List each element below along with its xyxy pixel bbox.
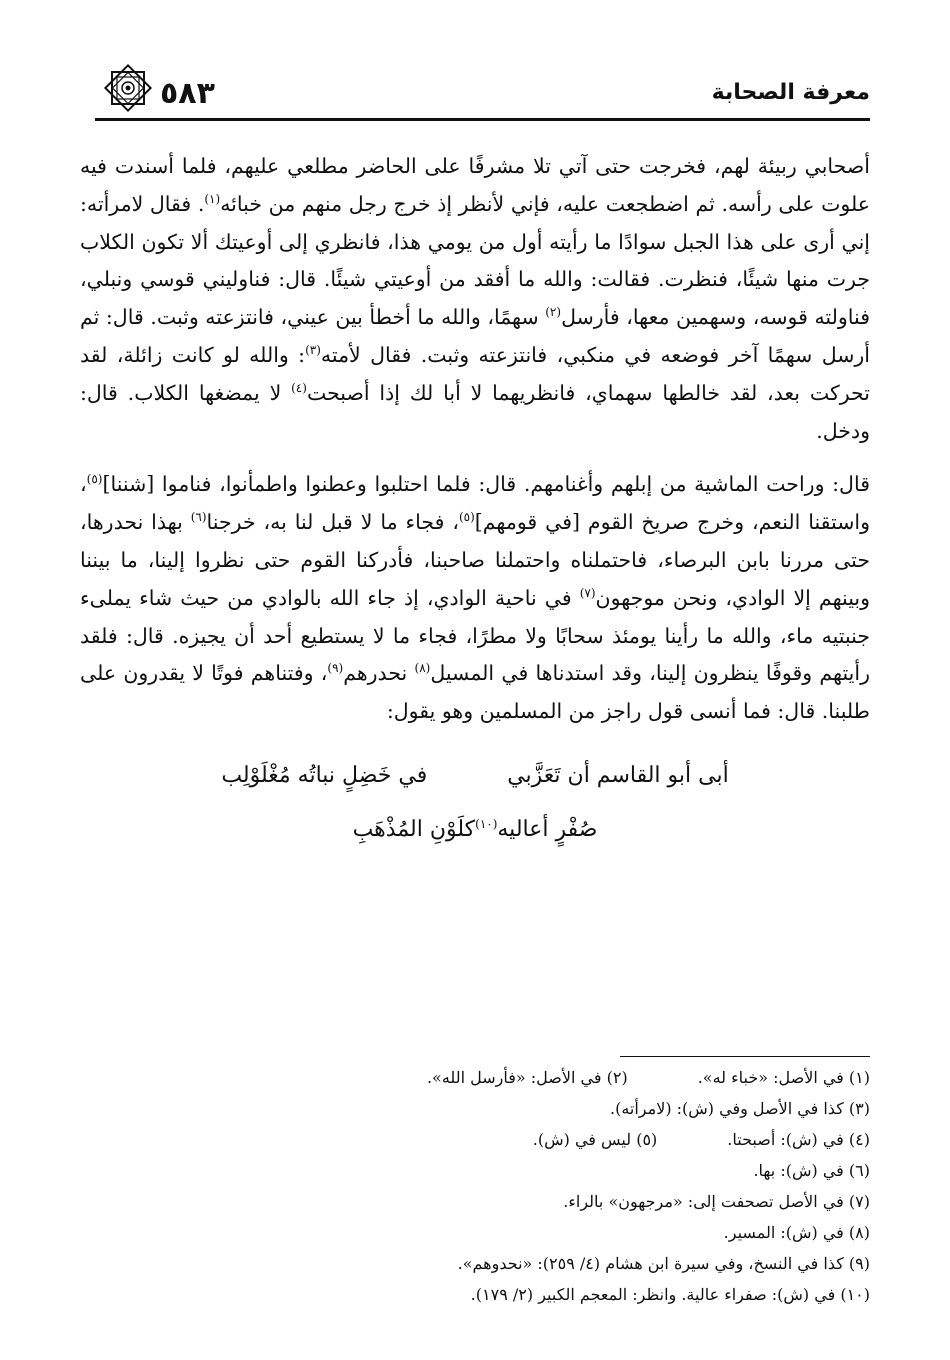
hemistich: كلَوْنِ المُذْهَبِ — [352, 816, 476, 842]
footnote-line — [80, 1186, 870, 1217]
footnote-marker: (٢) — [545, 305, 562, 320]
paragraph — [80, 148, 870, 450]
footnote: (١٠) في (ش): صفراء عالية. وانظر: المعجم الكبير (٢/ ١٧٩). — [470, 1285, 870, 1304]
header-divider — [95, 118, 870, 121]
hemistich: في خَضِلٍ نباتُه مُغْلَوْلِب — [221, 762, 428, 788]
footnote-marker: (٧) — [579, 585, 596, 600]
footnote-divider — [620, 1056, 870, 1057]
footnote-line — [80, 1248, 870, 1279]
text-run: نحدرهم — [343, 661, 415, 686]
footnote-marker: (٣) — [305, 342, 321, 357]
text-run: بهذا نحدرها، حتى مررنا بابن البرصاء، فاحتملناه واحتملنا صاحبنا، فأدركنا القوم حتى نظروا إلينا، ما بيننا وبينهم إلا الوادي، ونحن موجهون — [80, 510, 870, 610]
footnote-line — [80, 1217, 870, 1248]
text-run: ، فجاء ما لا قبل لنا به، خرجنا — [206, 510, 459, 535]
footnote-line — [80, 1093, 870, 1124]
footnote: (٢) في الأصل: «فأرسل الله». — [426, 1068, 628, 1087]
book-title: معرفة الصحابة — [711, 80, 870, 105]
octagonal-star-ornament-icon — [100, 60, 156, 116]
footnote-line — [80, 1124, 870, 1155]
footnote-marker: (١٠) — [475, 816, 498, 831]
text-run: أصحابي ربيئة لهم، فخرجت حتى آتي تلا مشرفًا على الحاضر مطلعي عليهم، فلما أسندت فيه علوت على رأسه. ثم اضطجعت عليه، فإني لأنظر إذ خرج رجل منهم من خبائه — [80, 154, 870, 216]
hemistich: أبى أبو القاسم أن تَعَزَّبي — [507, 762, 729, 788]
main-text — [80, 148, 870, 857]
footnote-marker: (٥) — [458, 510, 475, 525]
text-run: في ناحية الوادي، إذ جاء الله بالوادي من حيث شاء يملىء جنبتيه ماء، والله ما رأينا يومئذ سحابًا ولا مطرًا، فجاء ما لا يستطيع أحد أن يجيزه. قال: فلقد رأيتهم وقوفًا ينظرون إلينا، وقد استدناها في المسيل — [80, 585, 870, 686]
page-header — [100, 76, 870, 116]
footnote-line — [80, 1155, 870, 1186]
footnote: (٩) كذا في النسخ، وفي سيرة ابن هشام (٤/ ٢٥٩): «نحدوهم». — [457, 1254, 870, 1273]
paragraph — [80, 466, 870, 731]
text-run: لا يمضغها الكلاب. قال: ودخل. — [80, 380, 870, 443]
footnotes — [80, 1062, 870, 1310]
text-run: ، وفتناهم فوتًا لا يقدرون على طلبنا. قال: فما أنسى قول راجز من المسلمين وهو يقول: — [80, 661, 870, 724]
footnote-line — [80, 1062, 870, 1093]
footnote: (١) في الأصل: «خباء له». — [697, 1068, 870, 1087]
footnote-marker: (٥) — [86, 472, 103, 487]
hemistich: صُفْرٍ أعاليه — [497, 816, 598, 842]
footnote-marker: (١) — [204, 191, 221, 206]
text-run: . فقال لامرأته: إني أرى على هذا الجبل سوادًا ما رأيته أول من يومي هذا، فانظري إلى أوعيتك ألا تكون الكلاب جرت منها شيئًا، فنظرت. فقالت: والله ما أفقد من أوعيتي شيئًا. قال: فناوليني قوسي ونبلي، فناولته قوسه، وسهمين معها، فأرسل — [80, 191, 870, 330]
footnote-marker: (٩) — [327, 661, 344, 676]
footnote-marker: (٦) — [190, 510, 207, 525]
text-run: : والله لو كانت زائلة، لقد تحركت بعد، لقد خالطها سهماي، فانظريهما لا أبا لك إذا أصبحت — [80, 342, 870, 405]
text-run: قال: وراحت الماشية من إبلهم وأغنامهم. قال: فلما احتلبوا وعطنوا واطمأنوا، فناموا [شننا] — [102, 472, 870, 497]
footnote: (٦) في (ش): بها. — [753, 1161, 870, 1180]
footnote-marker: (٨) — [414, 661, 431, 676]
page-number: ٥٨٣ — [160, 76, 215, 111]
text-run: سهمًا، والله ما أخطأ بين عيني، فانتزعته وثبت. قال: ثم أرسل سهمًا آخر فوضعه في منكبي، فانتزعته وثبت. فقال لأمته — [80, 305, 870, 367]
footnote-marker: (٤) — [291, 380, 307, 395]
footnote: (٨) في (ش): المسير. — [723, 1223, 870, 1242]
footnote: (٥) ليس في (ش). — [532, 1130, 658, 1149]
footnote: (٧) في الأصل تصحفت إلى: «مرجهون» بالراء. — [563, 1192, 870, 1211]
footnote: (٤) في (ش): أصبحتا. — [727, 1130, 870, 1149]
poem — [80, 749, 870, 857]
text-run: ، واستقنا النعم، وخرج صريخ القوم [في قومهم] — [80, 472, 870, 535]
poem-verse — [80, 749, 870, 803]
footnote-line — [80, 1279, 870, 1310]
poem-verse — [80, 803, 870, 857]
footnote: (٣) كذا في الأصل وفي (ش): (لامرأته). — [609, 1099, 870, 1118]
